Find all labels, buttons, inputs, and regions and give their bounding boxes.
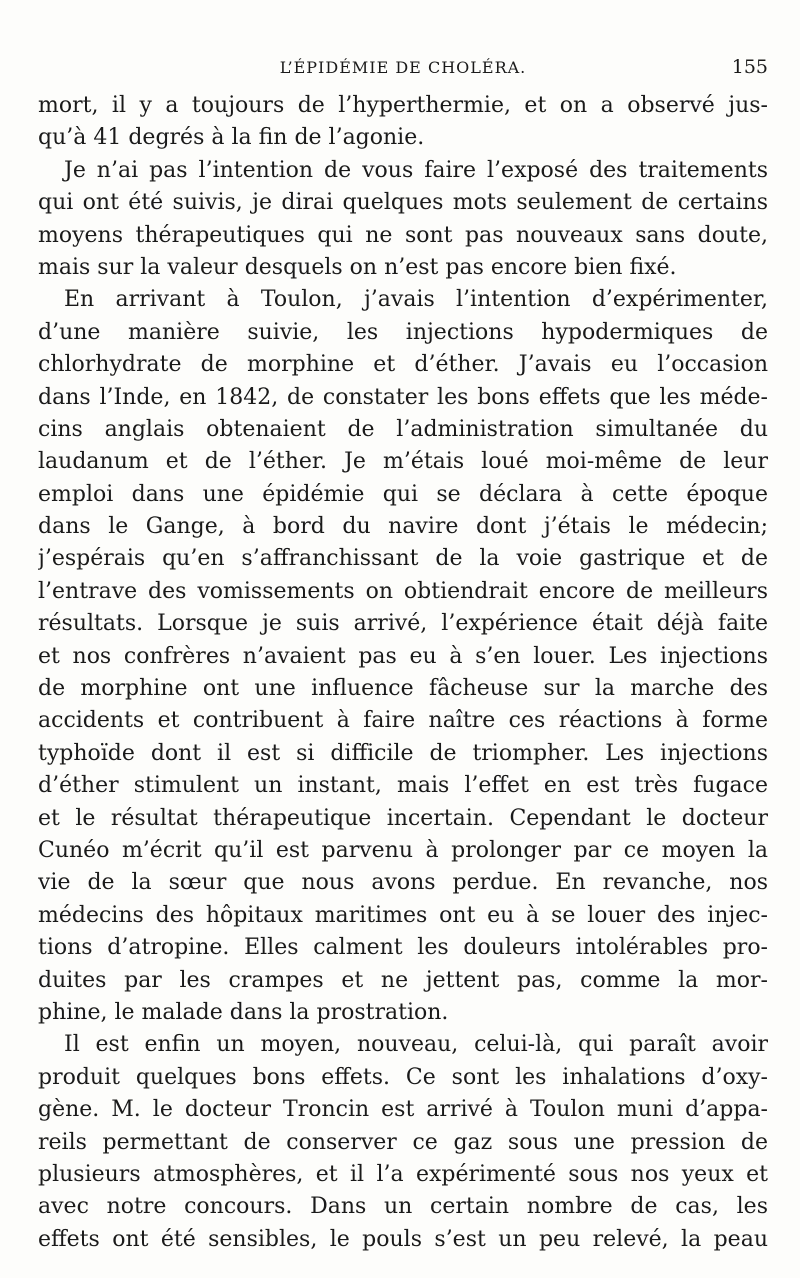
paragraph <box>38 155 768 285</box>
text-line: tions d’atropine. Elles calment les douleurs intolérables pro- <box>38 935 768 961</box>
paragraph <box>38 1029 768 1256</box>
page-number: 155 <box>731 56 768 78</box>
text-line: de morphine ont une influence fâcheuse sur la marche des <box>38 676 768 702</box>
running-title: L’ÉPIDÉMIE DE CHOLÉRA. <box>279 58 527 77</box>
text-line: mais sur la valeur desquels on n’est pas encore bien fixé. <box>38 254 677 280</box>
text-line: j’espérais qu’en s’affranchissant de la voie gastrique et de <box>38 546 768 572</box>
text-line: phine, le malade dans la prostration. <box>38 999 449 1025</box>
text-line: l’entrave des vomissements on obtiendrait encore de meilleurs <box>38 578 768 604</box>
text-line: laudanum et de l’éther. Je m’étais loué moi-même de leur <box>38 449 768 475</box>
text-line: emploi dans une épidémie qui se déclara à cette époque <box>38 481 768 507</box>
text-line: avec notre concours. Dans un certain nombre de cas, les <box>38 1194 768 1220</box>
text-line: typhoïde dont il est si difficile de triompher. Les injections <box>38 740 768 766</box>
paragraph <box>38 284 768 1029</box>
text-line: vie de la sœur que nous avons perdue. En revanche, nos <box>38 870 768 896</box>
text-line: dans l’Inde, en 1842, de constater les bons effets que les méde- <box>38 384 768 410</box>
text-line: qui ont été suivis, je dirai quelques mots seulement de certains <box>38 190 768 216</box>
body-text <box>38 90 768 1256</box>
text-line: produit quelques bons effets. Ce sont les inhalations d’oxy- <box>38 1064 768 1090</box>
text-line: Je n’ai pas l’intention de vous faire l’exposé des traitements <box>64 157 768 183</box>
text-line: plusieurs atmosphères, et il l’a expérimenté sous nos yeux et <box>38 1161 768 1187</box>
text-line: dans le Gange, à bord du navire dont j’étais le médecin; <box>38 514 768 540</box>
text-line: duites par les crampes et ne jettent pas, comme la mor- <box>38 967 768 993</box>
text-line: médecins des hôpitaux maritimes ont eu à se louer des injec- <box>38 902 768 928</box>
text-line: En arrivant à Toulon, j’avais l’intention d’expérimenter, <box>64 287 768 313</box>
text-line: gène. M. le docteur Troncin est arrivé à Toulon muni d’appa- <box>38 1097 768 1123</box>
text-line: effets ont été sensibles, le pouls s’est un peu relevé, la peau <box>38 1226 768 1252</box>
paragraph <box>38 90 768 155</box>
text-line: mort, il y a toujours de l’hyperthermie, et on a observé jus- <box>38 93 768 118</box>
text-line: et le résultat thérapeutique incertain. Cependant le docteur <box>38 805 768 831</box>
text-line: cins anglais obtenaient de l’administration simultanée du <box>38 416 768 442</box>
text-line: moyens thérapeutiques qui ne sont pas nouveaux sans doute, <box>38 222 768 248</box>
text-line: et nos confrères n’avaient pas eu à s’en louer. Les injections <box>38 643 768 669</box>
running-head <box>38 56 768 84</box>
text-line: résultats. Lorsque je suis arrivé, l’expérience était déjà faite <box>38 611 768 637</box>
text-line: chlorhydrate de morphine et d’éther. J’avais eu l’occasion <box>38 352 768 378</box>
text-line: Cunéo m’écrit qu’il est parvenu à prolonger par ce moyen la <box>38 837 768 863</box>
text-line: Il est enfin un moyen, nouveau, celui-là, qui paraît avoir <box>64 1032 768 1058</box>
text-line: accidents et contribuent à faire naître ces réactions à forme <box>38 708 768 734</box>
text-line: d’éther stimulent un instant, mais l’effet en est très fugace <box>38 773 768 799</box>
text-line: reils permettant de conserver ce gaz sous une pression de <box>38 1129 768 1155</box>
text-line: d’une manière suivie, les injections hypodermiques de <box>38 319 768 345</box>
text-line: qu’à 41 degrés à la fin de l’agonie. <box>38 125 425 151</box>
